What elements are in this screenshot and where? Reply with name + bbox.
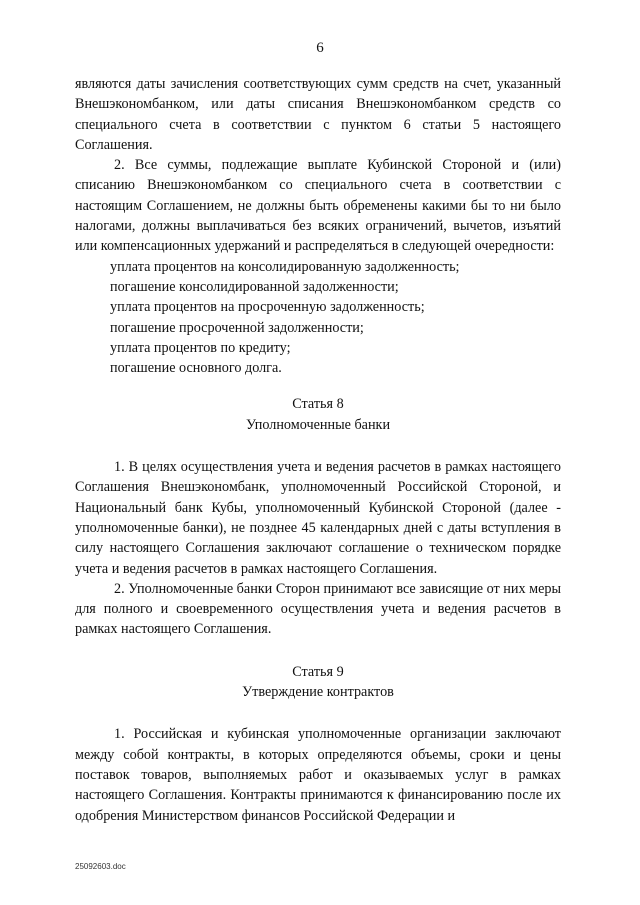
paragraph-article9-item1: 1. Российская и кубинская уполномоченные организации заключают между собой контракты, в которых определяются объемы, сроки и цены поставок товаров, выполняемых работ и оказываемых услуг в рамках настоящего Соглашения. Контракты принимаются к финансированию после их одобрения Министерством финансов Российской Федерации и [75,726,561,824]
paragraph-continuation: являются даты зачисления соответствующих сумм средств на счет, указанный Внешэкономбанком, или даты списания Внешэкономбанком средств со специального счета в соответствии с пунктом 6 статьи 5 настоящего Соглашения. [75,76,561,153]
page-number: 6 [316,40,324,56]
article9-title: Утверждение контрактов [242,684,394,701]
list-item: уплата процентов по кредиту; [110,339,291,356]
list-item: погашение консолидированной задолженности; [110,278,399,295]
document-body [75,74,561,826]
article8-title: Уполномоченные банки [245,416,391,433]
article9-number: Статья 9 [292,663,344,680]
article8-number: Статья 8 [292,396,344,413]
footer-filename: 25092603.doc [75,862,126,871]
paragraph-article7-item2: 2. Все суммы, подлежащие выплате Кубинской Стороной и (или) списанию Внешэкономбанком со специального счета в соответствии с настоящим Соглашением, не должны быть обременены какими бы то ни было налогами, должны выплачиваться без всяких ограничений, вычетов, изъятий или компенсационных удержаний и распределяться в следующей очередности: [75,157,561,255]
list-item: погашение просроченной задолженности; [110,319,364,336]
list-item: погашение основного долга. [110,360,282,377]
paragraph-article8-item2: 2. Уполномоченные банки Сторон принимают все зависящие от них меры для полного и своевременного осуществления учета и ведения расчетов в рамках настоящего Соглашения. [75,580,562,638]
list-item: уплата процентов на консолидированную задолженность; [110,258,460,275]
paragraph-article8-item1: 1. В целях осуществления учета и ведения расчетов в рамках настоящего Соглашения Внешэкономбанк, уполномоченный Российской Стороной, и Национальный банк Кубы, уполномоченный Кубинской Стороной (далее - уполномоченные банки), не позднее 45 календарных дней с даты вступления в силу настоящего Соглашения заключают соглашение о техническом порядке учета и ведения расчетов в рамках настоящего Соглашения. [75,459,561,577]
list-item: уплата процентов на просроченную задолженность; [110,299,425,316]
priority-list [75,257,561,379]
